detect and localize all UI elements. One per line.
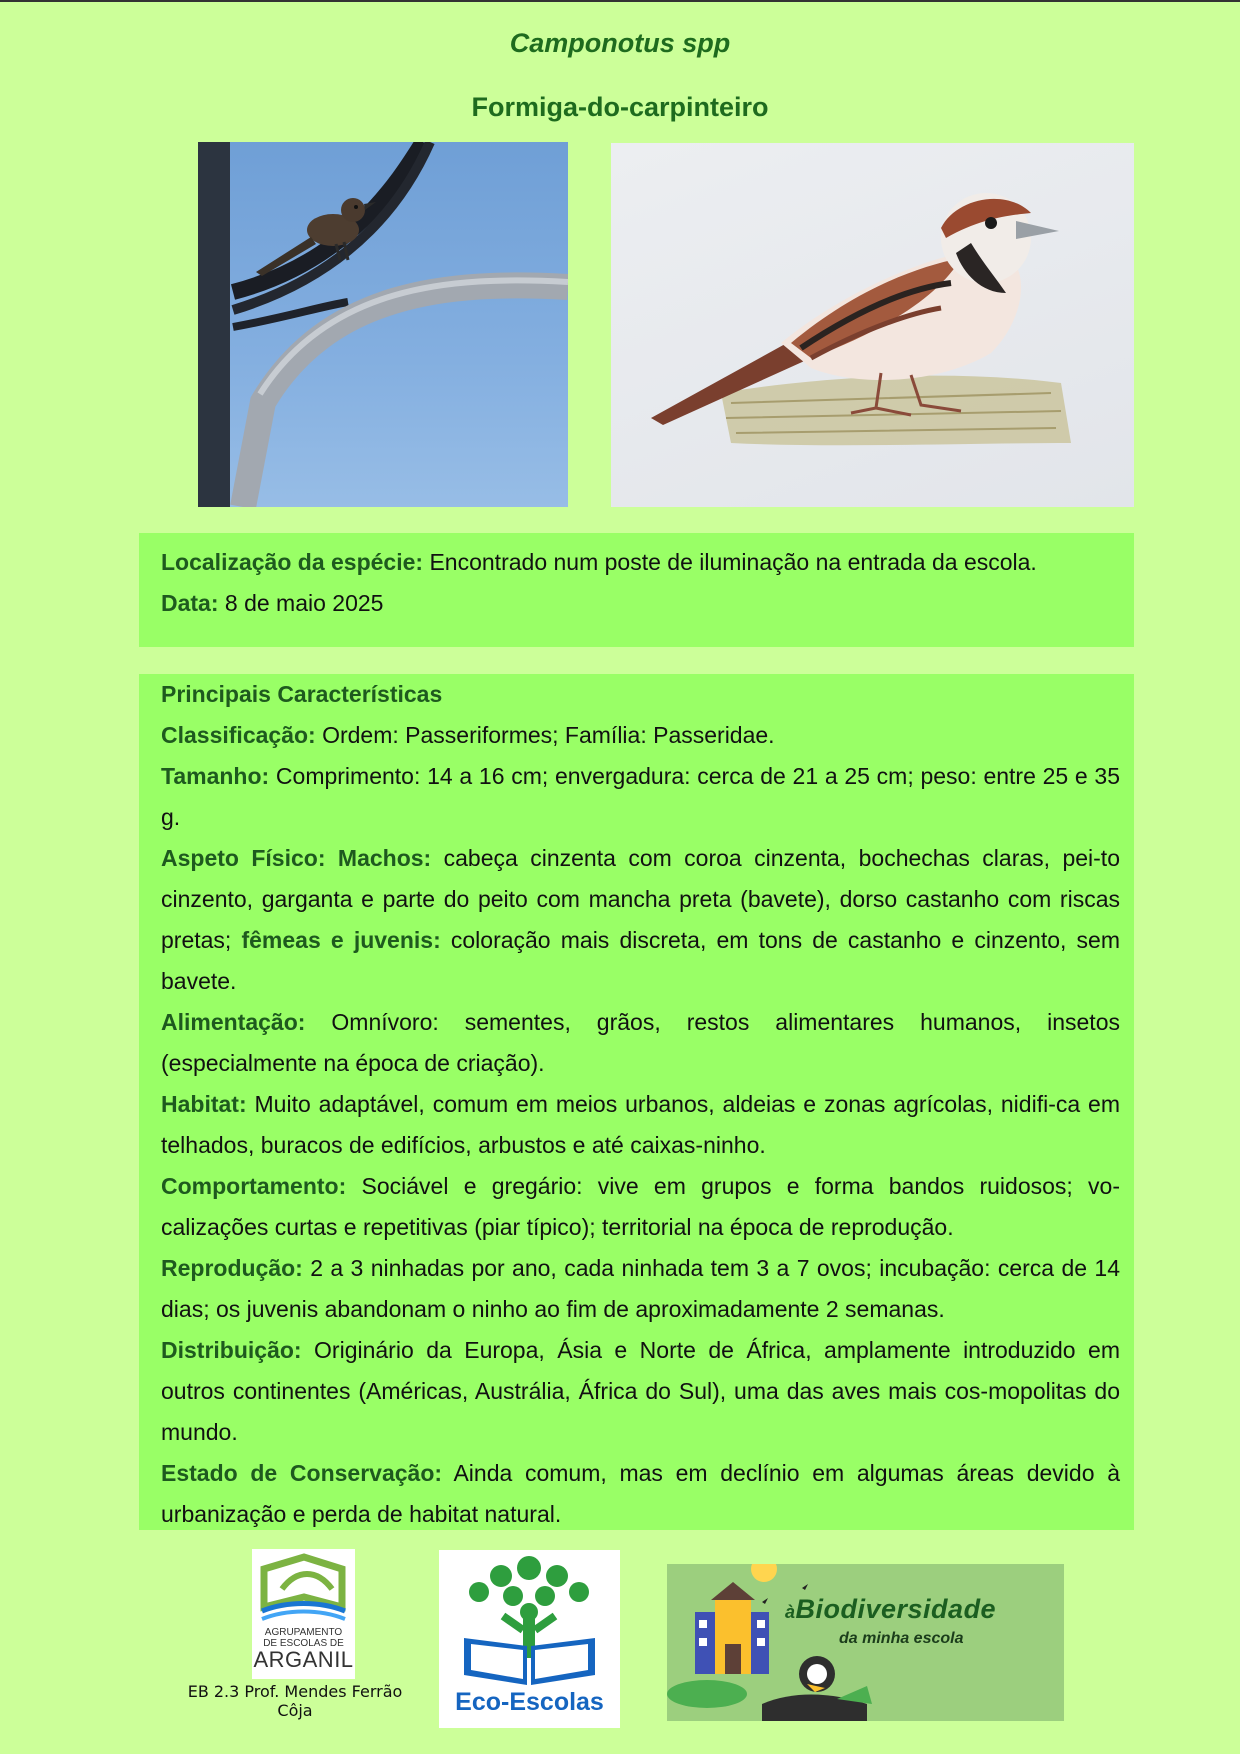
eco-escolas-tree-book-icon: [439, 1550, 620, 1690]
classification-paragraph: [161, 715, 1120, 756]
habitat-paragraph: [161, 1084, 1120, 1166]
location-label: Localização da espécie:: [161, 549, 424, 575]
food-label: Alimentação:: [161, 1009, 306, 1035]
bird-drawing: [611, 143, 1134, 507]
appearance-label-females: fêmeas e juvenis:: [241, 927, 441, 953]
top-border-line: [0, 0, 1240, 2]
arganil-book-icon: [252, 1549, 355, 1629]
conservation-paragraph: [161, 1453, 1120, 1535]
bird-photo-illustration: [198, 142, 568, 507]
common-name: Formiga-do-carpinteiro: [471, 92, 769, 122]
date-line: [161, 583, 1120, 624]
biodiversidade-prefix: à: [785, 1602, 796, 1622]
characteristics-heading: Principais Características: [161, 681, 443, 707]
location-box: [139, 533, 1134, 647]
distribution-value: Originário da Europa, Ásia e Norte de África, amplamente introduzido em outros continentes (Américas, Austrália, África do Sul), uma das aves mais cos-mopolitas do mundo.: [161, 1337, 1120, 1445]
conservation-value: Ainda comum, mas em declínio em algumas áreas devido à urbanização e perda de habitat natural.: [161, 1460, 1120, 1527]
size-value: Comprimento: 14 a 16 cm; envergadura: cerca de 21 a 25 cm; peso: entre 25 e 35 g.: [161, 763, 1120, 830]
appearance-value-females: coloração mais discreta, em tons de castanho e cinzento, sem bavete.: [161, 927, 1120, 994]
biodiversidade-title-text: Biodiversidade: [795, 1594, 997, 1624]
school-name: [170, 1682, 420, 1720]
distribution-label: Distribuição:: [161, 1337, 302, 1363]
size-label: Tamanho:: [161, 763, 270, 789]
location-value: Encontrado num poste de iluminação na entrada da escola.: [423, 549, 1037, 575]
biodiversidade-subtitle: da minha escola: [839, 1630, 964, 1647]
reproduction-paragraph: [161, 1248, 1120, 1330]
classification-label: Classificação:: [161, 722, 316, 748]
appearance-value-males: cabeça cinzenta com coroa cinzenta, bochechas claras, pei-to cinzento, garganta e parte do peito com mancha preta (bavete), dorso castanho com riscas pretas;: [161, 845, 1120, 953]
food-value: Omnívoro: sementes, grãos, restos alimentares humanos, insetos (especialmente na época de criação).: [161, 1009, 1120, 1076]
arganil-logo-text: [252, 1627, 355, 1671]
arganil-logo-line-3: ARGANIL: [253, 1647, 354, 1672]
scientific-name: Camponotus spp: [509, 28, 731, 58]
date-label: Data:: [161, 590, 219, 616]
school-name-line-1: EB 2.3 Prof. Mendes Ferrão: [187, 1682, 403, 1701]
distribution-paragraph: [161, 1330, 1120, 1453]
eco-escolas-text: Eco-Escolas: [455, 1688, 604, 1716]
size-paragraph: [161, 756, 1120, 838]
school-name-line-2: Côja: [277, 1701, 313, 1720]
conservation-label: Estado de Conservação:: [161, 1460, 443, 1486]
eco-escolas-logo: [439, 1550, 620, 1728]
behaviour-label: Comportamento:: [161, 1173, 347, 1199]
arganil-logo-line-2: DE ESCOLAS DE: [263, 1638, 344, 1649]
habitat-value: Muito adaptável, comum em meios urbanos, aldeias e zonas agrícolas, nidifi-ca em telhados, buracos de edifícios, arbustos e até caixas-ninho.: [161, 1091, 1120, 1158]
bird-photo: [198, 142, 568, 507]
arganil-school-logo: [252, 1549, 355, 1679]
reproduction-label: Reprodução:: [161, 1255, 303, 1281]
appearance-label: Aspeto Físico: Machos:: [161, 845, 432, 871]
date-value: 8 de maio 2025: [218, 590, 384, 616]
classification-value: Ordem: Passeriformes; Família: Passeridae.: [315, 722, 775, 748]
biodiversidade-title: [785, 1594, 996, 1625]
food-paragraph: [161, 1002, 1120, 1084]
location-line: [161, 542, 1120, 583]
biodiversidade-logo: [667, 1564, 1064, 1721]
arganil-logo-line-1: AGRUPAMENTO: [264, 1627, 343, 1638]
behaviour-value: Sociável e gregário: vive em grupos e forma bandos ruidosos; vo-calizações curtas e repetitivas (piar típico); territorial na época de reprodução.: [161, 1173, 1120, 1240]
bird-drawing-illustration: [611, 143, 1134, 507]
habitat-label: Habitat:: [161, 1091, 247, 1117]
characteristics-box: [139, 674, 1134, 1530]
reproduction-value: 2 a 3 ninhadas por ano, cada ninhada tem 3 a 7 ovos; incubação: cerca de 14 dias; os juvenis abandonam o ninho ao fim de aproximadamente 2 semanas.: [161, 1255, 1120, 1322]
appearance-paragraph: [161, 838, 1120, 1002]
behaviour-paragraph: [161, 1166, 1120, 1248]
